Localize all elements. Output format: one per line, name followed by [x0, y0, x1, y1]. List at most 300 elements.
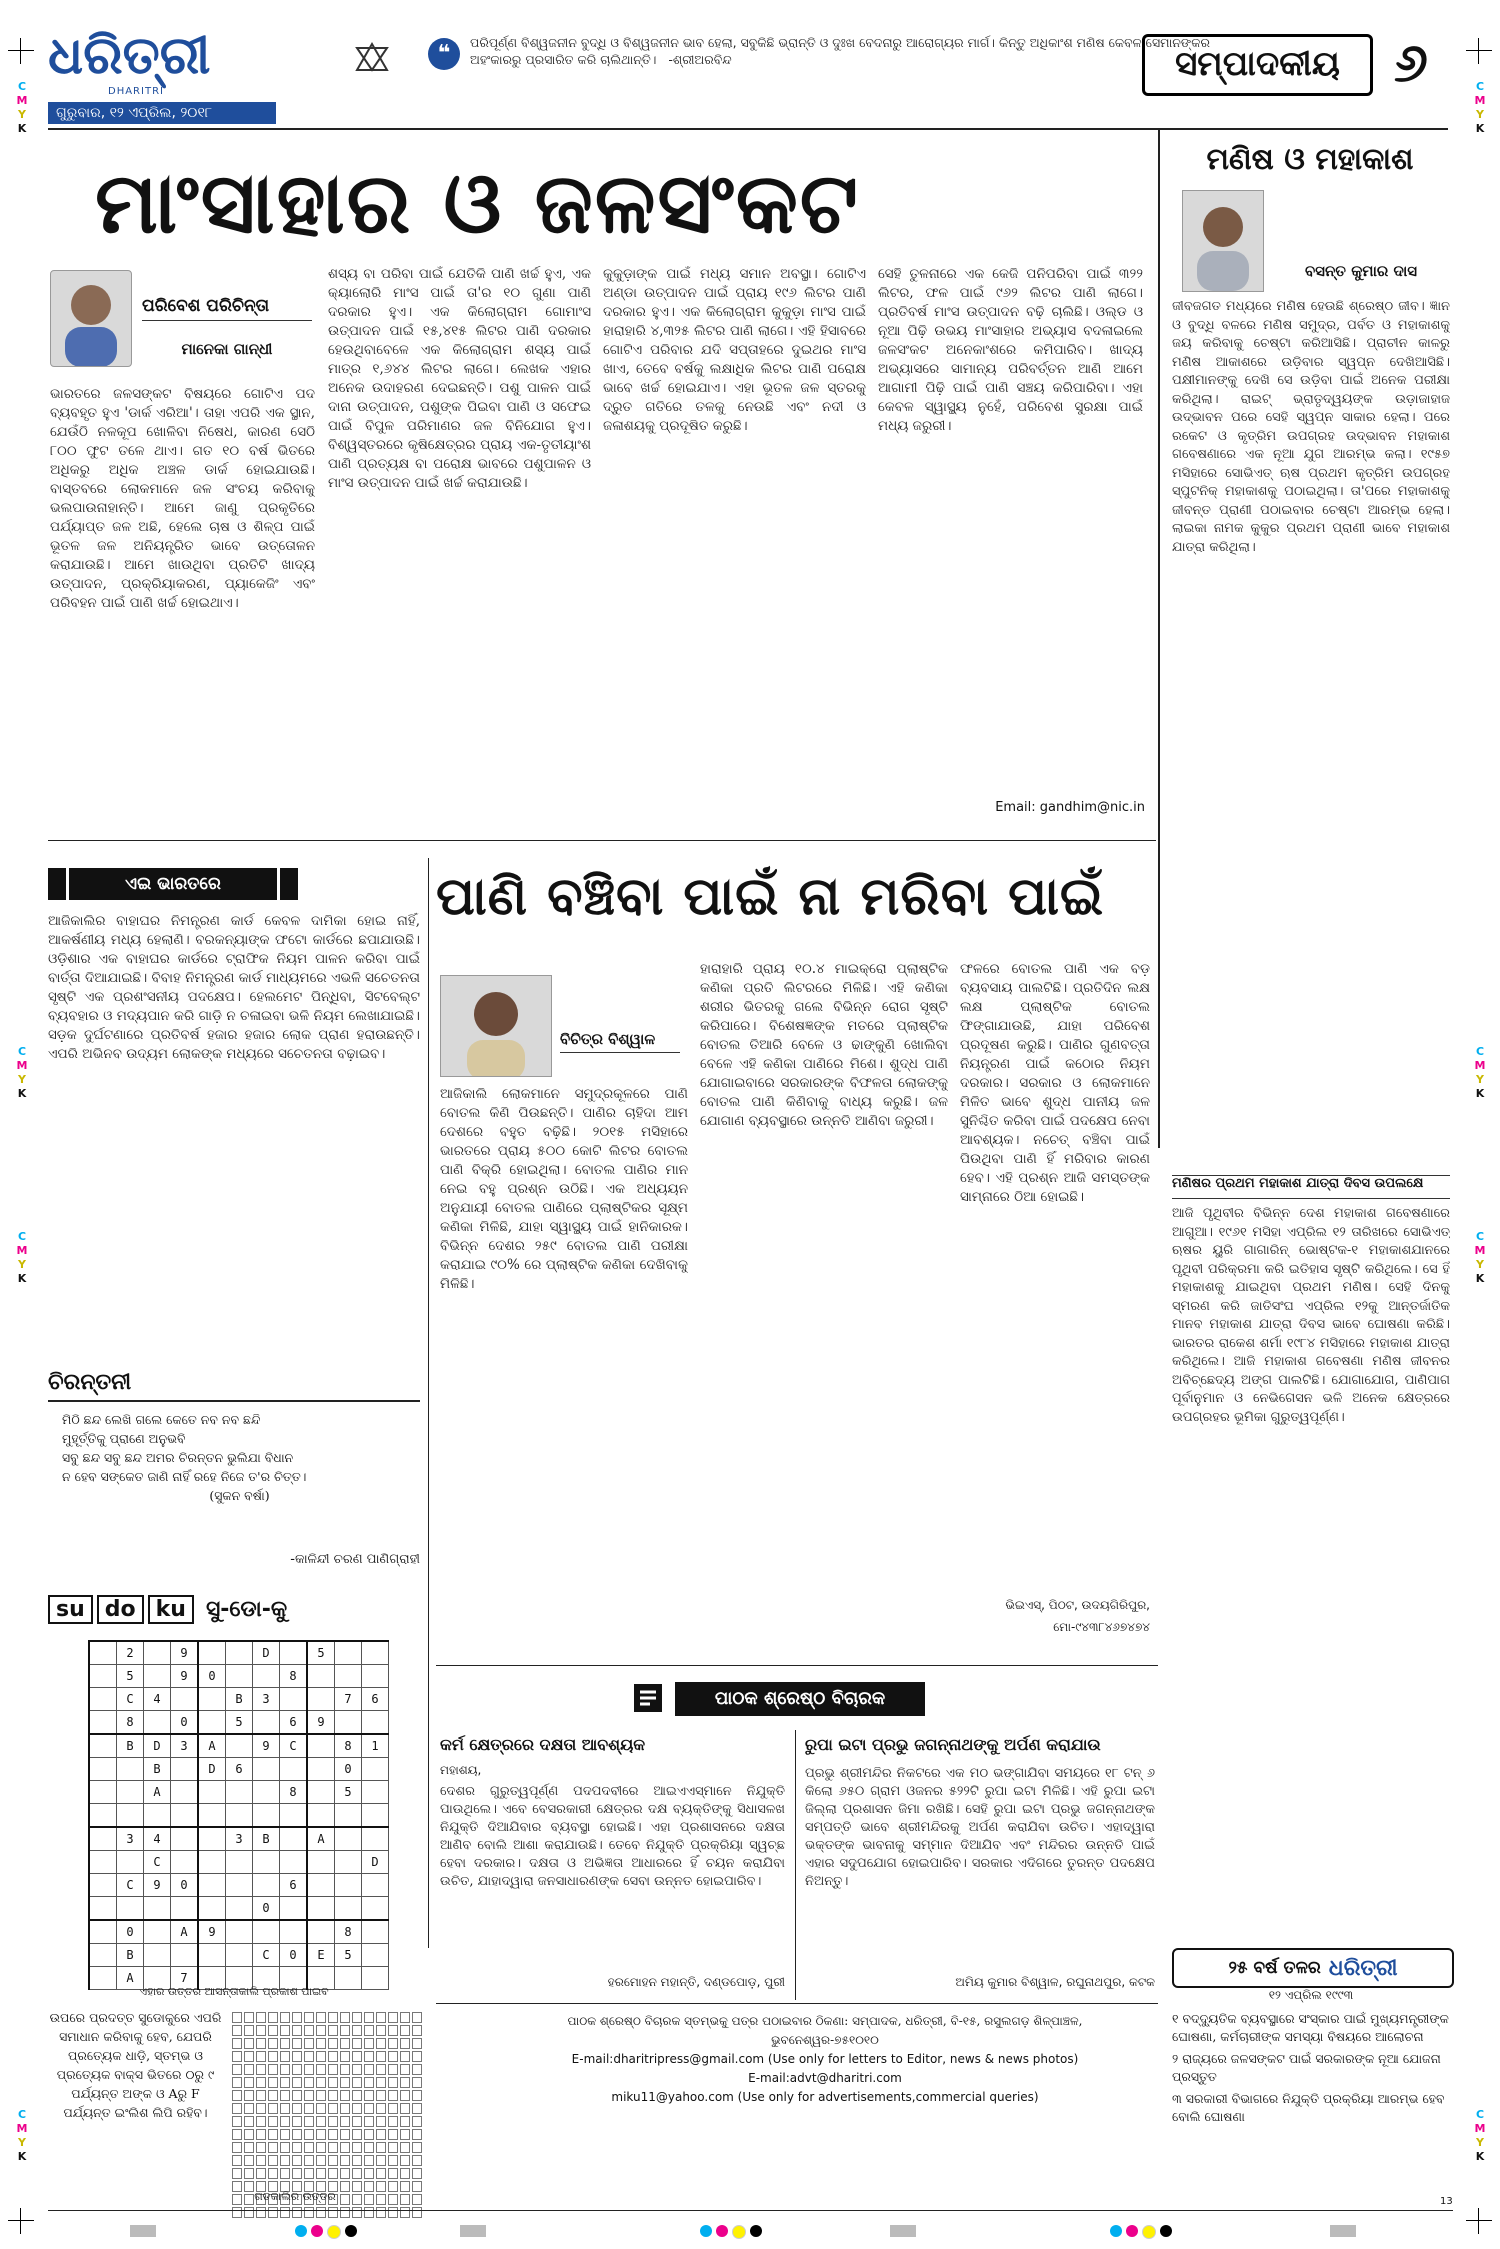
sudoku-cell[interactable]	[253, 1874, 280, 1897]
archive-date: ୧୨ ଏପ୍ରିଲ ୧୯୯୩	[1268, 1988, 1354, 2002]
sudoku-solution	[230, 2010, 424, 2220]
solution-cell	[352, 2090, 362, 2101]
second-body-col2: ହାରାହାରି ପ୍ରାୟ ୧୦.୪ ମାଇକ୍ରୋ ପ୍ଲାଷ୍ଟିକ କଣିକା ପ୍ରତି ଲିଟରରେ ମିଳିଛି। ଏହି କଣିକା ଶରୀର ଭିତରକୁ ଗଲେ ବିଭିନ୍ନ ରୋଗ ସୃଷ୍ଟି କରିପାରେ। ବିଶେଷଜ୍ଞଙ୍କ ମତରେ ପ୍ଲାଷ୍ଟିକ ବୋତଲ ତିଆରି ବେଳେ ଓ ଢାଙ୍କୁଣି ଖୋଲିବା ବେଳେ ଏହି କଣିକା ପାଣିରେ ମିଶେ। ଶୁଦ୍ଧ ପାଣି ଯୋଗାଇବାରେ ସରକାରଙ୍କ ବିଫଳତା ଲୋକଙ୍କୁ ବୋତଲ ପାଣି କିଣିବାକୁ ବାଧ୍ୟ କରୁଛି। ଜଳ ଯୋଗାଣ ବ୍ୟବସ୍ଥାରେ ଉନ୍ନତି ଆଣିବା ଜରୁରୀ।	[700, 961, 948, 1129]
sudoku-cell[interactable]: A	[307, 1827, 335, 1851]
solution-cell	[268, 2155, 278, 2166]
sudoku-cell[interactable]: 0	[171, 1711, 199, 1735]
sudoku-cell[interactable]	[362, 1641, 389, 1665]
lead-body-col1: ଭାରତରେ ଜଳସଙ୍କଟ ବିଷୟରେ ଗୋଟିଏ ପଦ ବ୍ୟବହୃତ ହୁଏ 'ଡାର୍କ ଏରିଆ'। ତାହା ଏପରି ଏକ ସ୍ଥାନ, ଯେଉଁଠି ନଳକୂପ ଖୋଳିବା ନିଷେଧ, କାରଣ ସେଠି ୮୦୦ ଫୁଟ ତଳେ ଥାଏ। ଗତ ୧୦ ବର୍ଷ ଭିତରେ ଅଧିକରୁ ଅଧିକ ଅଞ୍ଚଳ ଡାର୍କ ହୋଇଯାଉଛି। ବାସ୍ତବରେ ଲୋକମାନେ ଜଳ ସଂଚୟ କରିବାକୁ ଭଲପାଉନାହାନ୍ତି। ଆମେ ଜାଣୁ ପ୍ରକୃତିରେ ପର୍ଯ୍ୟାପ୍ତ ଜଳ ଅଛି, ହେଲେ ଚାଷ ଓ ଶିଳ୍ପ ପାଇଁ ଭୂତଳ ଜଳ ଅନିୟନ୍ତ୍ରିତ ଭାବେ ଉତ୍ତୋଳନ କରାଯାଉଛି। ଆମେ ଖାଉଥିବା ପ୍ରତିଟି ଖାଦ୍ୟ ଉତ୍ପାଦନ, ପ୍ରକ୍ରିୟାକରଣ, ପ୍ୟାକେଜିଂ ଏବଂ ପରିବହନ ପାଇଁ ପାଣି ଖର୍ଚ୍ଚ ହୋଇଥାଏ।	[50, 386, 315, 611]
sudoku-cell[interactable]: 7	[171, 1967, 199, 1990]
sudoku-cell[interactable]	[335, 1874, 362, 1897]
solution-cell	[304, 2012, 314, 2023]
solution-cell	[292, 2207, 302, 2218]
sudoku-cell[interactable]	[171, 1688, 199, 1711]
sudoku-cell[interactable]	[362, 1827, 389, 1851]
sudoku-cell[interactable]	[307, 1920, 335, 1944]
sudoku-cell[interactable]: 3	[226, 1827, 253, 1851]
solution-cell	[256, 2155, 266, 2166]
sudoku-cell[interactable]	[307, 1804, 335, 1828]
sudoku-cell[interactable]	[89, 1804, 117, 1828]
solution-cell	[340, 2012, 350, 2023]
solution-cell	[280, 2129, 290, 2140]
sudoku-cell[interactable]	[226, 1734, 253, 1758]
sudoku-cell[interactable]	[307, 1758, 335, 1781]
sudoku-cell[interactable]	[198, 1897, 226, 1921]
solution-cell	[268, 2168, 278, 2179]
sudoku-cell[interactable]	[253, 1920, 280, 1944]
sudoku-cell[interactable]: 1	[362, 1734, 389, 1758]
solution-cell	[256, 2129, 266, 2140]
sudoku-cell[interactable]: B	[226, 1688, 253, 1711]
solution-cell	[304, 2025, 314, 2036]
poem-body	[62, 1410, 417, 1545]
solution-cell	[256, 2012, 266, 2023]
solution-cell	[400, 2064, 410, 2075]
solution-cell	[292, 2077, 302, 2088]
sudoku-cell[interactable]	[280, 1897, 308, 1921]
solution-cell	[256, 2090, 266, 2101]
solution-cell	[400, 2025, 410, 2036]
solution-cell	[244, 2077, 254, 2088]
logo-subtitle: DHARITRI	[108, 86, 164, 97]
sudoku-cell[interactable]	[362, 1711, 389, 1735]
sudoku-cell[interactable]	[89, 1851, 117, 1874]
sudoku-cell[interactable]	[362, 1944, 389, 1967]
footer-email-editor[interactable]: E-mail:dharitripress@gmail.com (Use only for letters to Editor, news & news photos)	[571, 2052, 1079, 2066]
poem-title: ଚିରନ୍ତନୀ	[48, 1370, 420, 1402]
page-number-odia: ୬	[1394, 31, 1428, 94]
solution-cell	[400, 2142, 410, 2153]
footer-email-queries[interactable]: miku11@yahoo.com (Use only for advertisements,commercial queries)	[611, 2090, 1039, 2104]
solution-cell	[412, 2077, 422, 2088]
sudoku-cell[interactable]	[171, 1781, 199, 1804]
sudoku-cell[interactable]	[335, 1827, 362, 1851]
sudoku-cell[interactable]	[89, 1711, 117, 1735]
sudoku-cell[interactable]	[362, 1665, 389, 1688]
solution-cell	[412, 2129, 422, 2140]
solution-cell	[280, 2116, 290, 2127]
sudoku-cell[interactable]: 6	[280, 1874, 308, 1897]
sudoku-cell[interactable]: D	[144, 1734, 171, 1758]
letters-label-box	[675, 1682, 925, 1716]
sudoku-cell[interactable]: D	[362, 1851, 389, 1874]
solution-cell	[376, 2129, 386, 2140]
solution-cell	[316, 2116, 326, 2127]
sudoku-grid[interactable]	[88, 1640, 389, 1990]
footer-note: ପାଠକ ଶ୍ରେଷ୍ଠ ବିଚାରକ ସ୍ତମ୍ଭକୁ ପତ୍ର ପଠାଇବାର ଠିକଣା: ସମ୍ପାଦକ, ଧରିତ୍ରୀ, ବି-୧୫, ରସୁଲଗଡ଼ ଶିଳ୍ପାଞ୍ଚଳ, ଭୁବନେଶ୍ୱର-୭୫୧୦୧୦	[567, 2014, 1083, 2047]
solution-cell	[232, 2155, 242, 2166]
solution-cell	[268, 2064, 278, 2075]
sudoku-cell[interactable]: B	[144, 1758, 171, 1781]
sudoku-cell[interactable]: 0	[171, 1874, 199, 1897]
solution-cell	[352, 2077, 362, 2088]
sudoku-cell[interactable]	[307, 1688, 335, 1711]
sudoku-cell[interactable]: 3	[117, 1827, 144, 1851]
cmyk-marker: C M Y K	[16, 2108, 28, 2163]
sudoku-cell[interactable]: 6	[226, 1758, 253, 1781]
solution-cell	[244, 2207, 254, 2218]
solution-cell	[388, 2181, 398, 2192]
sudoku-cell[interactable]: D	[198, 1758, 226, 1781]
footer-email-advt[interactable]: E-mail:advt@dharitri.com	[748, 2071, 902, 2085]
sudoku-cell[interactable]: A	[198, 1734, 226, 1758]
solution-cell	[268, 2051, 278, 2062]
sudoku-cell[interactable]	[362, 1920, 389, 1944]
sudoku-cell[interactable]: 7	[335, 1688, 362, 1711]
sudoku-cell[interactable]: C	[117, 1688, 144, 1711]
sudoku-cell[interactable]	[89, 1734, 117, 1758]
solution-cell	[400, 2090, 410, 2101]
sudoku-cell[interactable]: 8	[280, 1781, 308, 1804]
sudoku-cell[interactable]	[144, 1897, 171, 1921]
solution-cell	[388, 2012, 398, 2023]
sudoku-cell[interactable]	[226, 1920, 253, 1944]
solution-cell	[328, 2129, 338, 2140]
solution-cell	[268, 2025, 278, 2036]
sudoku-cell[interactable]: B	[117, 1734, 144, 1758]
sudoku-cell[interactable]: B	[253, 1827, 280, 1851]
sudoku-cell[interactable]: 0	[253, 1897, 280, 1921]
sudoku-cell[interactable]	[89, 1665, 117, 1688]
lead-email[interactable]: Email: gandhim@nic.in	[995, 800, 1145, 815]
sudoku-cell[interactable]: 4	[144, 1827, 171, 1851]
sudoku-cell[interactable]: 8	[335, 1734, 362, 1758]
solution-cell	[388, 2155, 398, 2166]
sudoku-cell[interactable]: 8	[280, 1665, 308, 1688]
solution-cell	[316, 2051, 326, 2062]
solution-cell	[340, 2064, 350, 2075]
solution-cell	[244, 2129, 254, 2140]
sudoku-cell[interactable]	[144, 1920, 171, 1944]
sudoku-cell[interactable]	[335, 1711, 362, 1735]
solution-cell	[376, 2051, 386, 2062]
sudoku-cell[interactable]: 9	[307, 1711, 335, 1735]
solution-cell	[304, 2077, 314, 2088]
sudoku-cell[interactable]: 6	[362, 1688, 389, 1711]
sudoku-cell[interactable]: 3	[253, 1688, 280, 1711]
solution-cell	[232, 2038, 242, 2049]
solution-cell	[376, 2090, 386, 2101]
sudoku-cell[interactable]	[144, 1944, 171, 1967]
sudoku-cell[interactable]	[89, 1827, 117, 1851]
solution-cell	[388, 2051, 398, 2062]
sudoku-cell[interactable]	[117, 1758, 144, 1781]
sudoku-cell[interactable]	[198, 1874, 226, 1897]
solution-cell	[256, 2038, 266, 2049]
solution-cell	[268, 2077, 278, 2088]
solution-cell	[412, 2194, 422, 2205]
india-label: ଏଇ ଭାରତରେ	[66, 868, 280, 900]
sudoku-cell[interactable]	[89, 1781, 117, 1804]
sudoku-cell[interactable]	[171, 1851, 199, 1874]
sudoku-cell[interactable]: 9	[171, 1641, 199, 1665]
sudoku-cell[interactable]: C	[144, 1851, 171, 1874]
sudoku-cell[interactable]	[171, 1944, 199, 1967]
sudoku-header	[48, 1590, 420, 1628]
solution-cell	[316, 2090, 326, 2101]
sudoku-cell[interactable]: A	[171, 1920, 199, 1944]
sudoku-cell[interactable]	[198, 1688, 226, 1711]
second-author-photo	[440, 975, 552, 1077]
color-bar	[130, 2225, 156, 2237]
sudoku-cell[interactable]	[144, 1665, 171, 1688]
letters-label: ପାଠକ ଶ୍ରେଷ୍ଠ ବିଚାରକ	[714, 1688, 886, 1709]
sudoku-cell[interactable]: 3	[171, 1734, 199, 1758]
sudoku-cell[interactable]: 8	[335, 1920, 362, 1944]
solution-cell	[376, 2038, 386, 2049]
sudoku-cell[interactable]: 0	[117, 1920, 144, 1944]
sudoku-cell[interactable]: C	[253, 1944, 280, 1967]
sudoku-rules: ଉପରେ ପ୍ରଦତ୍ତ ସୁଡୋକୁରେ ଏପରି ସମାଧାନ କରିବାକୁ ହେବ, ଯେପରି ପ୍ରତ୍ୟେକ ଧାଡ଼ି, ସ୍ତମ୍ଭ ଓ ପ୍ରତ୍ୟେକ ବାକ୍ସ ଭିତରେ ୦ରୁ ୯ ପର୍ଯ୍ୟନ୍ତ ଅଙ୍କ ଓ Aରୁ F ପର୍ଯ୍ୟନ୍ତ ଇଂଲିଶ ଲିପି ରହିବ।	[49, 2010, 222, 2120]
crop-mark	[8, 38, 34, 64]
sudoku-cell[interactable]	[226, 1944, 253, 1967]
sudoku-cell[interactable]	[253, 1804, 280, 1828]
sudoku-cell[interactable]	[362, 1804, 389, 1828]
solution-cell	[412, 2142, 422, 2153]
sudoku-cell[interactable]	[198, 1804, 226, 1828]
sudoku-cell[interactable]: D	[253, 1641, 280, 1665]
letter-title: କର୍ମ କ୍ଷେତ୍ରରେ ଦକ୍ଷତା ଆବଶ୍ୟକ	[440, 1735, 646, 1754]
solution-cell	[328, 2103, 338, 2114]
poem-line: ମୁହୂର୍ତ୍ତିକୁ ପ୍ରାଣେ ଅନୁଭବି	[62, 1431, 186, 1446]
sudoku-cell[interactable]	[117, 1897, 144, 1921]
sudoku-cell[interactable]	[226, 1641, 253, 1665]
solution-cell	[268, 2116, 278, 2127]
solution-cell	[268, 2142, 278, 2153]
solution-cell	[316, 2038, 326, 2049]
solution-cell	[364, 2077, 374, 2088]
solution-cell	[304, 2142, 314, 2153]
sudoku-cell[interactable]	[171, 1827, 199, 1851]
sudoku-cell[interactable]	[335, 1804, 362, 1828]
cmyk-marker: C M Y K	[16, 1230, 28, 1285]
sudoku-cell[interactable]	[253, 1758, 280, 1781]
solution-cell	[352, 2051, 362, 2062]
solution-cell	[352, 2103, 362, 2114]
sudoku-cell[interactable]	[253, 1665, 280, 1688]
sudoku-cell[interactable]	[89, 1758, 117, 1781]
solution-cell	[412, 2207, 422, 2218]
sudoku-cell[interactable]: 4	[144, 1688, 171, 1711]
solution-cell	[316, 2012, 326, 2023]
sudoku-cell[interactable]	[362, 1897, 389, 1921]
sudoku-cell[interactable]: 5	[226, 1711, 253, 1735]
sudoku-cell[interactable]	[171, 1804, 199, 1828]
sudoku-cell[interactable]	[89, 1897, 117, 1921]
solution-cell	[340, 2025, 350, 2036]
solution-cell	[316, 2142, 326, 2153]
solution-cell	[292, 2142, 302, 2153]
solution-cell	[304, 2155, 314, 2166]
sudoku-cell[interactable]	[226, 1851, 253, 1874]
solution-cell	[280, 2012, 290, 2023]
sudoku-cell[interactable]	[362, 1874, 389, 1897]
sudoku-cell[interactable]	[307, 1734, 335, 1758]
sudoku-cell[interactable]	[307, 1897, 335, 1921]
solution-cell	[388, 2129, 398, 2140]
sudoku-cell[interactable]	[89, 1944, 117, 1967]
sudoku-cell[interactable]	[144, 1641, 171, 1665]
sudoku-cell[interactable]	[171, 1758, 199, 1781]
solution-cell	[244, 2012, 254, 2023]
sudoku-cell[interactable]	[280, 1920, 308, 1944]
sudoku-cell[interactable]: A	[117, 1967, 144, 1990]
letter-signature: ହରମୋହନ ମହାନ୍ତି, ଦଣ୍ଡପୋଡ଼, ପୁରୀ	[607, 1975, 785, 1989]
sudoku-cell[interactable]	[117, 1851, 144, 1874]
sudoku-cell[interactable]	[89, 1688, 117, 1711]
solution-cell	[376, 2025, 386, 2036]
solution-cell	[268, 2038, 278, 2049]
solution-cell	[364, 2064, 374, 2075]
sudoku-cell[interactable]: 9	[171, 1665, 199, 1688]
sudoku-cell[interactable]: 0	[335, 1758, 362, 1781]
sudoku-cell[interactable]	[307, 1781, 335, 1804]
sudoku-cell[interactable]: 5	[117, 1665, 144, 1688]
sudoku-cell[interactable]: 5	[307, 1641, 335, 1665]
sudoku-cell[interactable]	[226, 1665, 253, 1688]
sudoku-cell[interactable]	[226, 1874, 253, 1897]
sudoku-cell[interactable]	[198, 1827, 226, 1851]
solution-cell	[292, 2012, 302, 2023]
second-body-col1: ଆଜିକାଲି ଲୋକମାନେ ସମୁଦ୍ରକୂଳରେ ପାଣି ବୋତଲ କିଣି ପିଉଛନ୍ତି। ପାଣିର ଚାହିଦା ଆମ ଦେଶରେ ବହୁତ ବଢ଼ିଛି। ୨୦୧୫ ମସିହାରେ ଭାରତରେ ପ୍ରାୟ ୫୦୦ କୋଟି ଲିଟର ବୋତଲ ପାଣି ବିକ୍ରି ହୋଇଥିଲା। ବୋତଲ ପାଣିର ମାନ ନେଇ ବହୁ ପ୍ରଶ୍ନ ଉଠିଛି। ଏକ ଅଧ୍ୟୟନ ଅନୁଯାୟୀ ବୋତଲ ପାଣିରେ ପ୍ଲାଷ୍ଟିକର ସୂକ୍ଷ୍ମ କଣିକା ମିଳିଛି, ଯାହା ସ୍ୱାସ୍ଥ୍ୟ ପାଇଁ ହାନିକାରକ। ବିଭିନ୍ନ ଦେଶର ୨୫୯ ବୋତଲ ପାଣି ପରୀକ୍ଷା କରାଯାଇ ୯୦% ରେ ପ୍ଲାଷ୍ଟିକ କଣିକା ଦେଖିବାକୁ ମିଳିଛି।	[440, 1086, 688, 1292]
sudoku-cell[interactable]	[198, 1641, 226, 1665]
solution-cell	[256, 2116, 266, 2127]
sudoku-cell[interactable]	[335, 1641, 362, 1665]
poem-line: ସବୁ ଛନ୍ଦ ସବୁ ଛନ୍ଦ ଅମର ଚିରନ୍ତନ ଭୁଲିଯା ବିଧାନ	[62, 1450, 294, 1465]
solution-cell	[292, 2025, 302, 2036]
solution-cell	[280, 2038, 290, 2049]
sudoku-cell[interactable]	[280, 1851, 308, 1874]
sudoku-cell[interactable]: 9	[144, 1874, 171, 1897]
issue-date: ଗୁରୁବାର, ୧୨ ଏପ୍ରିଲ, ୨୦୧୮	[48, 102, 276, 124]
solution-cell	[352, 2116, 362, 2127]
sudoku-cell[interactable]	[280, 1827, 308, 1851]
crop-mark	[1466, 2208, 1492, 2234]
sudoku-cell[interactable]	[198, 1944, 226, 1967]
solution-cell	[316, 2077, 326, 2088]
cmyk-marker: C M Y K	[1474, 1230, 1486, 1285]
solution-cell	[268, 2129, 278, 2140]
solution-cell	[328, 2116, 338, 2127]
solution-cell	[400, 2181, 410, 2192]
solution-cell	[352, 2038, 362, 2049]
sudoku-cell[interactable]	[198, 1851, 226, 1874]
solution-cell	[388, 2103, 398, 2114]
archive-items	[1172, 2010, 1450, 2190]
sudoku-cell[interactable]	[226, 1804, 253, 1828]
sudoku-cell[interactable]	[280, 1688, 308, 1711]
solution-cell	[292, 2090, 302, 2101]
solution-cell	[388, 2077, 398, 2088]
color-bar	[890, 2225, 916, 2237]
sudoku-cell[interactable]: B	[117, 1944, 144, 1967]
solution-cell	[304, 2116, 314, 2127]
solution-cell	[316, 2155, 326, 2166]
second-author-name: ବିଚିତ୍ର ବିଶ୍ୱାଳ	[560, 1030, 680, 1053]
solution-cell	[232, 2064, 242, 2075]
sudoku-cell[interactable]	[307, 1851, 335, 1874]
sudoku-cell[interactable]	[253, 1851, 280, 1874]
sudoku-cell[interactable]	[144, 1711, 171, 1735]
sudoku-cell[interactable]	[89, 1920, 117, 1944]
archive-box	[1172, 1948, 1454, 1988]
solution-cell	[232, 2103, 242, 2114]
sudoku-cell[interactable]: 0	[280, 1944, 308, 1967]
sudoku-cell[interactable]: A	[144, 1781, 171, 1804]
sudoku-cell[interactable]	[335, 1665, 362, 1688]
sudoku-cell[interactable]: C	[117, 1874, 144, 1897]
solution-cell	[316, 2168, 326, 2179]
solution-cell	[328, 2051, 338, 2062]
solution-cell	[340, 2090, 350, 2101]
sudoku-cell[interactable]: 5	[335, 1944, 362, 1967]
sudoku-cell[interactable]	[280, 1758, 308, 1781]
sudoku-cell[interactable]	[171, 1897, 199, 1921]
sudoku-cell[interactable]	[226, 1781, 253, 1804]
sudoku-cell[interactable]: 9	[253, 1734, 280, 1758]
sudoku-cell[interactable]	[335, 1851, 362, 1874]
solution-cell	[412, 2116, 422, 2127]
sudoku-cell[interactable]	[144, 1804, 171, 1828]
sudoku-cell[interactable]	[198, 1781, 226, 1804]
sudoku-cell[interactable]: C	[280, 1734, 308, 1758]
sudoku-cell[interactable]	[307, 1874, 335, 1897]
sudoku-cell[interactable]	[198, 1711, 226, 1735]
sudoku-cell[interactable]	[226, 1897, 253, 1921]
solution-cell	[232, 2025, 242, 2036]
sudoku-cell[interactable]	[335, 1897, 362, 1921]
color-bar	[295, 2225, 357, 2239]
side-author-photo	[1182, 190, 1264, 292]
letter-body: ପ୍ରଭୁ ଶ୍ରୀମନ୍ଦିର ନିକଟରେ ଏକ ମଠ ଭଙ୍ଗାଯିବା ସମୟରେ ୧୮ ଟନ୍ ୬ କିଲୋ ୬୫୦ ଗ୍ରାମ ଓଜନର ୫୨୨ଟି ରୁପା ଇଟା ମିଳିଛି। ଏହି ରୁପା ଇଟା ଜିଲ୍ଲା ପ୍ରଶାସନ ଜିମା ରଖିଛି। ସେହି ରୁପା ଇଟା ପ୍ରଭୁ ଜଗନ୍ନାଥଙ୍କ ସମ୍ପତ୍ତି ଭାବେ ଶ୍ରୀମନ୍ଦିରକୁ ଅର୍ପଣ କରାଯିବା ଉଚିତ। ଏହାଦ୍ୱାରା ଭକ୍ତଙ୍କ ଭାବନାକୁ ସମ୍ମାନ ଦିଆଯିବ ଏବଂ ମନ୍ଦିରର ଉନ୍ନତି ପାଇଁ ଏହାର ସଦୁପଯୋଗ ହୋଇପାରିବ। ସରକାର ଏଦିଗରେ ତୁରନ୍ତ ପଦକ୍ଷେପ ନିଅନ୍ତୁ।	[805, 1766, 1155, 1889]
solution-cell	[388, 2064, 398, 2075]
sudoku-cell[interactable]	[253, 1711, 280, 1735]
solution-cell	[340, 2103, 350, 2114]
solution-cell	[376, 2077, 386, 2088]
poem-line: ନ ହେବ ସଙ୍କେତ ଜାଣି ନାହିଁ ରହେ ନିଜେ ତ'ର ଚିତ୍ତ।	[62, 1469, 307, 1484]
sudoku-cell[interactable]	[117, 1804, 144, 1828]
solution-cell	[388, 2142, 398, 2153]
solution-cell	[340, 2116, 350, 2127]
sudoku-cell[interactable]: 0	[198, 1665, 226, 1688]
solution-cell	[388, 2194, 398, 2205]
sudoku-cell[interactable]	[280, 1641, 308, 1665]
color-bar	[700, 2225, 762, 2239]
solution-cell	[364, 2090, 374, 2101]
sudoku-cell[interactable]	[253, 1781, 280, 1804]
sudoku-cell[interactable]: 6	[280, 1711, 308, 1735]
masthead-quote	[470, 34, 1230, 82]
sudoku-cell[interactable]: 8	[117, 1711, 144, 1735]
sudoku-cell[interactable]	[280, 1804, 308, 1828]
sudoku-cell[interactable]: E	[307, 1944, 335, 1967]
solution-cell	[388, 2168, 398, 2179]
sudoku-cell[interactable]	[89, 1874, 117, 1897]
solution-cell	[376, 2207, 386, 2218]
sudoku-cell[interactable]: 5	[335, 1781, 362, 1804]
sudoku-cell[interactable]: 9	[198, 1920, 226, 1944]
sudoku-cell[interactable]: 2	[117, 1641, 144, 1665]
sudoku-cell[interactable]	[362, 1781, 389, 1804]
sudoku-cell[interactable]	[307, 1665, 335, 1688]
solution-cell	[364, 2025, 374, 2036]
solution-cell	[328, 2090, 338, 2101]
sudoku-cell[interactable]	[89, 1641, 117, 1665]
sudoku-cell[interactable]	[362, 1758, 389, 1781]
solution-cell	[244, 2064, 254, 2075]
solution-cell	[280, 2103, 290, 2114]
sudoku-cell[interactable]	[117, 1781, 144, 1804]
